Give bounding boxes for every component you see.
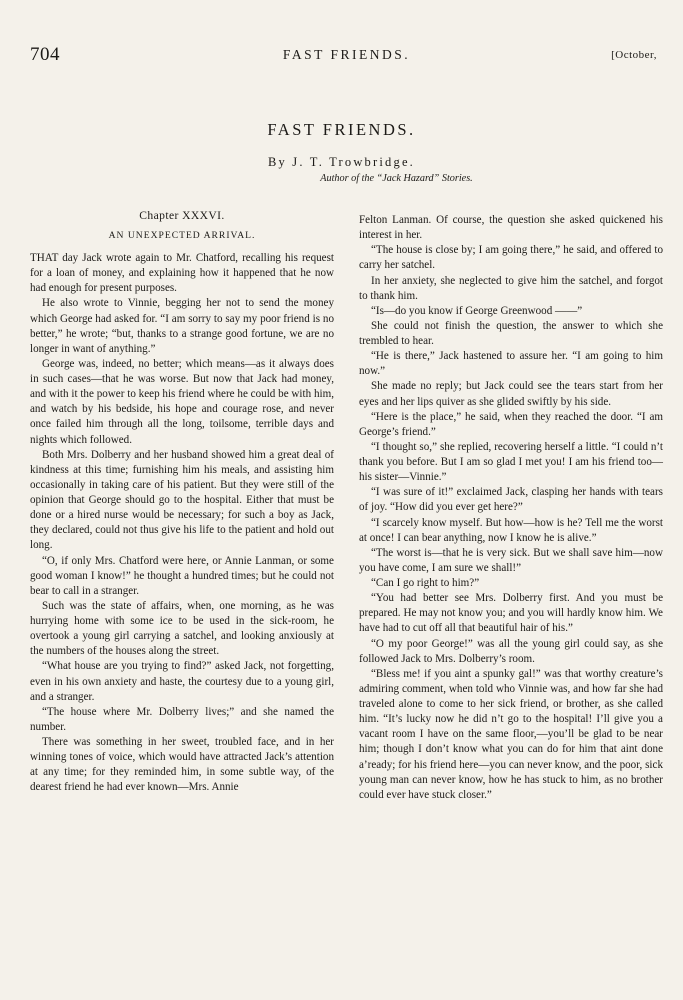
paragraph: In her anxiety, she neglected to give him the satchel, and forgot to thank him. bbox=[359, 274, 663, 302]
running-title: FAST FRIENDS. bbox=[282, 47, 411, 62]
paragraph: She made no reply; but Jack could see the tears start from her eyes and her lips quiver as she glided swiftly by his side. bbox=[359, 380, 663, 408]
byline-subtitle: Author of the “Jack Hazard” Stories. bbox=[320, 173, 473, 184]
right-column bbox=[359, 213, 663, 803]
paragraph: “You had better see Mrs. Dolberry first. And you must be prepared. He may not know you; and you will hardly know him. We have had to cut off all that beautiful hair of his.” bbox=[359, 592, 663, 635]
paragraph: Both Mrs. Dolberry and her husband showed him a great deal of kindness at this time; furnishing him his meals, and assisting him occasionally in taking care of his patient. But they were still of the opinion that George should go to the hospital. Either that must be done or a hired nurse would be necessary; for such a boy as Jack, they declared, could not thus give his life to the patient and hold out long. bbox=[30, 448, 334, 552]
paragraph: Felton Lanman. Of course, the question she asked quickened his interest in her. bbox=[359, 214, 663, 242]
byline: By J. T. Trowbridge. bbox=[267, 155, 416, 169]
paragraph: “I was sure of it!” exclaimed Jack, clasping her hands with tears of joy. “How did you ever get here?” bbox=[359, 486, 663, 514]
paragraph: “Can I go right to him?” bbox=[371, 577, 480, 589]
paragraph: “The house where Mr. Dolberry lives;” and she named the number. bbox=[30, 705, 334, 733]
paragraph: “O my poor George!” was all the young girl could say, as she followed Jack to Mrs. Dolberry’s room. bbox=[359, 637, 663, 665]
chapter-subtitle: AN UNEXPECTED ARRIVAL. bbox=[108, 230, 256, 241]
left-column bbox=[30, 208, 334, 796]
paragraph: She could not finish the question, the answer to which she trembled to hear. bbox=[359, 319, 663, 347]
paragraph: “O, if only Mrs. Chatford were here, or Annie Lanman, or some good woman I know!” he thought a hundred times; but he could not bear to call in a stranger. bbox=[30, 554, 334, 597]
chapter-heading: Chapter XXXVI. bbox=[139, 209, 225, 222]
paragraph: “Is—do you know if George Greenwood ——” bbox=[371, 304, 583, 317]
paragraph: “What house are you trying to find?” asked Jack, not forgetting, even in his own anxiety and haste, the courtesy due to a young girl, and a stranger. bbox=[30, 660, 334, 703]
paragraph: “The worst is—that he is very sick. But we shall save him—now you have come, I am sure we shall!” bbox=[359, 546, 663, 574]
article-title-block bbox=[0, 120, 683, 185]
paragraph: THAT day Jack wrote again to Mr. Chatford, recalling his request for a loan of money, and explaining how it happened that he now had enough for present purposes. bbox=[30, 252, 334, 295]
paragraph: “Bless me! if you aint a spunky gal!” was that worthy creature’s admiring comment, when told who Vinnie was, and how far she had traveled alone to come to her sick friend, or brother, as she called him. “It’s lucky now he did n’t go to the hospital! I’ll give you a vacant room I have on the same floor,—you’ll be glad to be near him; though I don’t know what you can do for him that aint done a’ready; for his friend here—you can never know, and the poor, sick young man can never know, how he has stuck to him, as no brother could ever have stuck closer.” bbox=[359, 667, 663, 801]
running-month: [October, bbox=[611, 49, 657, 61]
paragraph: There was something in her sweet, troubled face, and in her winning tones of voice, which would have attracted Jack’s attention at any time; for they reminded him, in some subtle way, of the dearest friend he had ever known—Mrs. Annie bbox=[30, 736, 334, 794]
page-number: 704 bbox=[30, 44, 60, 65]
paragraph: Such was the state of affairs, when, one morning, as he was hurrying home with some ice to be used in the sick-room, he overtook a young girl carrying a satchel, and looking anxiously at the numbers of the houses along the street. bbox=[30, 599, 334, 658]
paragraph: He also wrote to Vinnie, begging her not to send the money which George had asked for. “I am sorry to say my poor friend is no better,” he wrote; “but, thanks to a strange good fortune, we are no longer in want of anything.” bbox=[30, 297, 334, 355]
paragraph: “I scarcely know myself. But how—how is he? Tell me the worst at once! I can bear anything, now I know he is alive.” bbox=[359, 516, 663, 544]
running-header bbox=[30, 44, 663, 68]
paragraph: “The house is close by; I am going there,” he said, and offered to carry her satchel. bbox=[359, 244, 663, 272]
paragraph: George was, indeed, no better; which means—as it always does in such cases—that he was worse. But now that Jack had money, and with it the power to keep his friend where he could be with him, and watch by his bedside, his hope and courage rose, and never once failed him through all the long, toilsome, terrible days and nights which followed. bbox=[30, 357, 334, 446]
article-title: FAST FRIENDS. bbox=[267, 120, 416, 139]
paragraph: “He is there,” Jack hastened to assure her. “I am going to him now.” bbox=[359, 350, 663, 378]
paragraph: “I thought so,” she replied, recovering herself a little. “I could n’t thank you before. But I am so glad I met you! I am his friend too—his sister—Vinnie.” bbox=[359, 440, 663, 484]
paragraph: “Here is the place,” he said, when they reached the door. “I am George’s friend.” bbox=[359, 410, 663, 438]
